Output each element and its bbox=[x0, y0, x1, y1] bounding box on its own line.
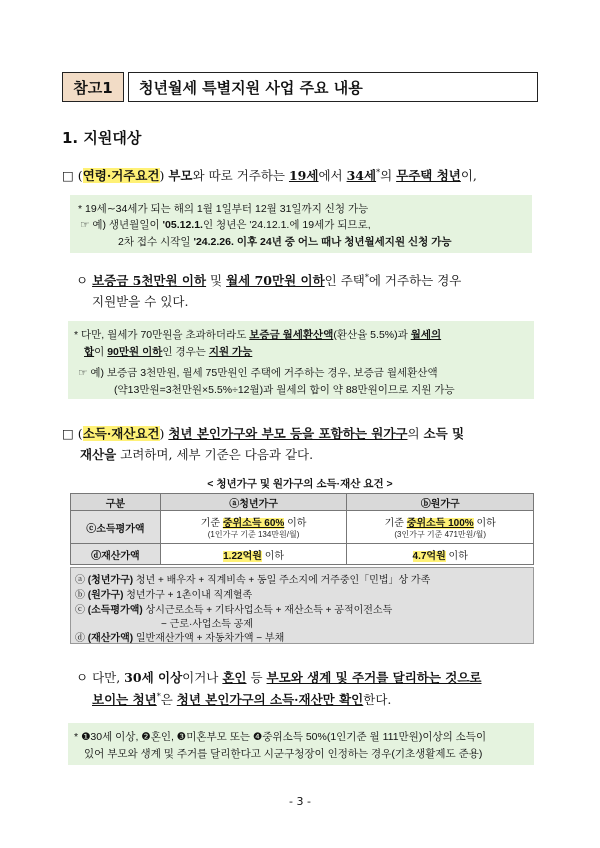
row-label-income: ⓒ소득평가액 bbox=[71, 511, 161, 544]
table-caption: < 청년가구 및 원가구의 소득·재산 요건 > bbox=[207, 478, 393, 490]
income-line-1: □ (소득·재산요건) 청년 본인가구와 부모 등을 포함하는 원가구의 소득 및 bbox=[62, 426, 465, 441]
table-header-row bbox=[71, 494, 534, 511]
definitions-box: ⓐ (청년가구) 청년 + 배우자 + 직계비속 + 동일 주소지에 거주중인「민법」상 가족 ⓑ (원가구) 청년가구 + 1촌이내 직계혈족 ⓒ (소득평가액) 상시근로소득 + 기타사업소득 + 재산소득 + 공적이전소득 − 근로·사업소득 공제 ⓓ (재산가액) 일반재산가액 + 자동차가액 − 부채 bbox=[70, 567, 534, 644]
youth-income-cell: 기준 중위소득 60% 이하 (1인가구 기준 134만원/월) bbox=[160, 511, 347, 544]
exception-line-2: 보이는 청년*은 청년 본인가구의 소득·재산만 확인한다. bbox=[92, 691, 392, 707]
page-number: - 3 - bbox=[289, 795, 311, 808]
exception-line-1: ㅇ 다만, 30세 이상이거나 혼인 등 부모와 생계 및 주거를 달리하는 것으로 bbox=[76, 670, 482, 685]
income-asset-keyword: 소득·재산요건 bbox=[82, 426, 160, 441]
section-title: 1. 지원대상 bbox=[62, 129, 142, 147]
origin-assets-cell: 4.7억원 이하 bbox=[347, 544, 534, 565]
income-line-2: 재산을 고려하며, 세부 기준은 다음과 같다. bbox=[80, 447, 314, 462]
reference-tag: 참고1 bbox=[62, 72, 124, 102]
row-label-assets: ⓓ재산가액 bbox=[71, 544, 161, 565]
requirements-table bbox=[70, 493, 534, 565]
page-title: 청년월세 특별지원 사업 주요 내용 bbox=[128, 72, 538, 102]
age-note-box: * 19세∼34세가 되는 해의 1월 1일부터 12월 31일까지 신청 가능 ☞ 예) 생년월일이 '05.12.1.인 청년은 '24.12.1.에 19세가 되므로, 2차 접수 시작일 '24.2.26. 이후 24년 중 어느 때나 청년월세지원 신청 가능 bbox=[70, 195, 532, 253]
checkbox-symbol: □ bbox=[62, 168, 74, 183]
youth-assets-cell: 1.22억원 이하 bbox=[160, 544, 347, 565]
deposit-line-1: ㅇ 보증금 5천만원 이하 및 월세 70만원 이하인 주택*에 거주하는 경우 bbox=[76, 272, 462, 288]
header-youth-household: ⓐ청년가구 bbox=[160, 494, 347, 511]
age-residence-keyword: 연령·거주요건 bbox=[82, 168, 160, 183]
deposit-note-box: * 다만, 월세가 70만원을 초과하더라도 보증금 월세환산액(환산율 5.5%)과 월세의 합이 90만원 이하인 경우는 지원 가능 ☞ 예) 보증금 3천만원, 월세 75만원인 주택에 거주하는 경우, 보증금 월세환산액 (약13만원=3천만원×5.5%÷12월)과 월세의 합이 약 88만원이므로 지원 가능 bbox=[68, 321, 534, 399]
table-row bbox=[71, 511, 534, 544]
table-row bbox=[71, 544, 534, 565]
exception-note-box: * ❶30세 이상, ❷혼인, ❸미혼부모 또는 ❹중위소득 50%(1인기준 월 111만원)이상의 소득이 있어 부모와 생계 및 주거를 달리한다고 시군구청장이 인정하는 경우(기초생활제도 준용) bbox=[68, 723, 534, 765]
origin-income-cell: 기준 중위소득 100% 이하 (3인가구 기준 471만원/월) bbox=[347, 511, 534, 544]
deposit-line-2: 지원받을 수 있다. bbox=[92, 294, 189, 309]
header-category: 구분 bbox=[71, 494, 161, 511]
checkbox-symbol: □ bbox=[62, 426, 74, 441]
target-line: □ (연령·거주요건) 부모와 따로 거주하는 19세에서 34세*의 무주택 청년이, bbox=[62, 167, 477, 183]
header-origin-household: ⓑ원가구 bbox=[347, 494, 534, 511]
